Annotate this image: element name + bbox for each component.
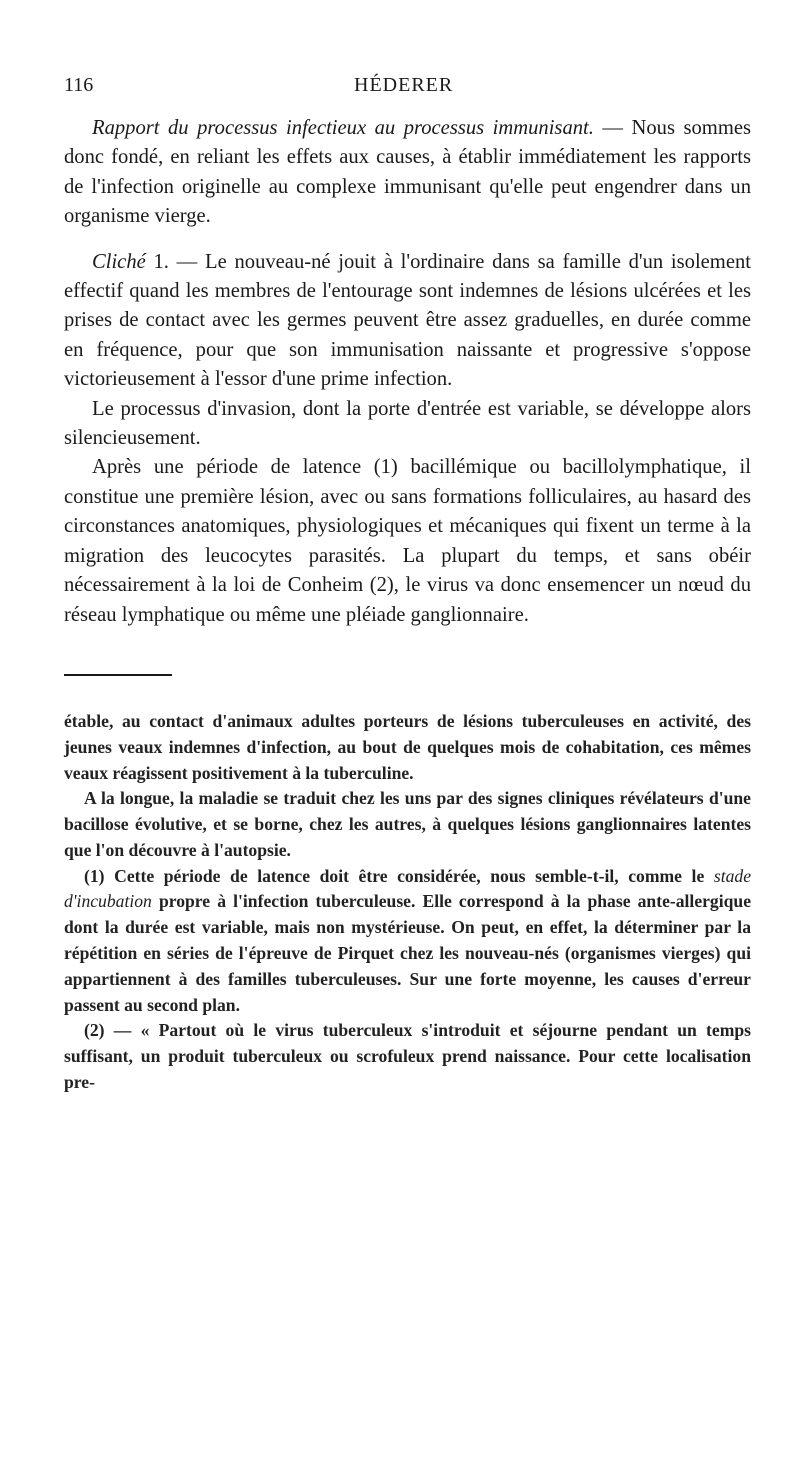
book-page xyxy=(64,74,751,1096)
main-text xyxy=(64,114,751,630)
footnote-2: (2) — « Partout où le virus tuberculeux s'introduit et séjourne pendant un temps suffisant, un produit tuberculeux ou scrofuleux prend naissance. Pour cette localisation pre- xyxy=(64,1020,751,1093)
paragraph-rapport xyxy=(64,114,751,232)
footnote-paragraph: A la longue, la maladie se traduit chez les uns par des signes cliniques révélateurs d'une bacillose évolutive, et se borne, chez les autres, à quelques lésions ganglionnaires latentes que l'on découvre à l'autopsie. xyxy=(64,788,751,860)
paragraph-latence: Après une période de latence (1) bacillémique ou bacillolymphatique, il constitue une première lésion, avec ou sans formations folliculaires, au hasard des circonstances anatomiques, physiologiques et mécaniques qui fixent un terme à la migration des leucocytes parasités. La plupart du temps, et sans obéir nécessairement à la loi de Conheim (2), le virus va donc ensemencer un nœud du réseau lymphatique ou même une pléiade ganglionnaire. xyxy=(64,456,751,626)
paragraph-processus: Le processus d'invasion, dont la porte d'entrée est variable, se développe alors silencieusement. xyxy=(64,397,751,450)
footnote-separator xyxy=(64,674,172,676)
page-header xyxy=(64,74,751,114)
paragraph-rapport-text: — Nous sommes donc fondé, en reliant les effets aux causes, à établir immédiatement les rapports de l'infection originelle au complexe immunisant qu'elle peut engendrer dans un organisme vierge. xyxy=(64,117,751,228)
footnote-1-italic: stade d'incubation xyxy=(64,865,751,912)
running-title: HÉDERER xyxy=(354,74,454,96)
footnote-continued: étable, au contact d'animaux adultes porteurs de lésions tuberculeuses en activité, des jeunes veaux indemnes d'infection, au bout de quelques mois de cohabitation, ces mêmes veaux réagissent positivement à la tuberculine. xyxy=(64,710,751,783)
footnote-1-end: propre à l'infection tuberculeuse. Elle correspond à la phase ante-allergique dont la durée est variable, mais non mystérieuse. On peut, en effet, la déterminer par la répétition en séries de l'épreuve de Pirquet chez les nouveau-nés (organismes vierges) qui appartiennent à des familles tuberculeuses. Sur une forte moyenne, les causes d'erreur passent au second plan. xyxy=(64,891,751,1015)
page-number: 116 xyxy=(64,74,94,96)
section-title-rapport: Rapport du processus infectieux au processus immunisant. xyxy=(92,117,594,139)
paragraph-cliche-text: 1. — Le nouveau-né jouit à l'ordinaire dans sa famille d'un isolement effectif quand les membres de l'entourage sont indemnes de lésions ulcérées et les prises de contact avec les germes peuvent être assez graduelles, en durée comme en fréquence, pour que son immunisation naissante et progressive s'oppose victorieusement à l'essor d'une prime infection. xyxy=(64,250,751,391)
section-title-cliche: Cliché xyxy=(92,250,146,273)
footnote-1 xyxy=(64,864,751,1019)
footnote-1-start: (1) Cette période de latence doit être considérée, nous semble-t-il, comme le xyxy=(84,865,714,886)
paragraph-cliche xyxy=(64,248,751,395)
footnotes xyxy=(64,709,751,1096)
